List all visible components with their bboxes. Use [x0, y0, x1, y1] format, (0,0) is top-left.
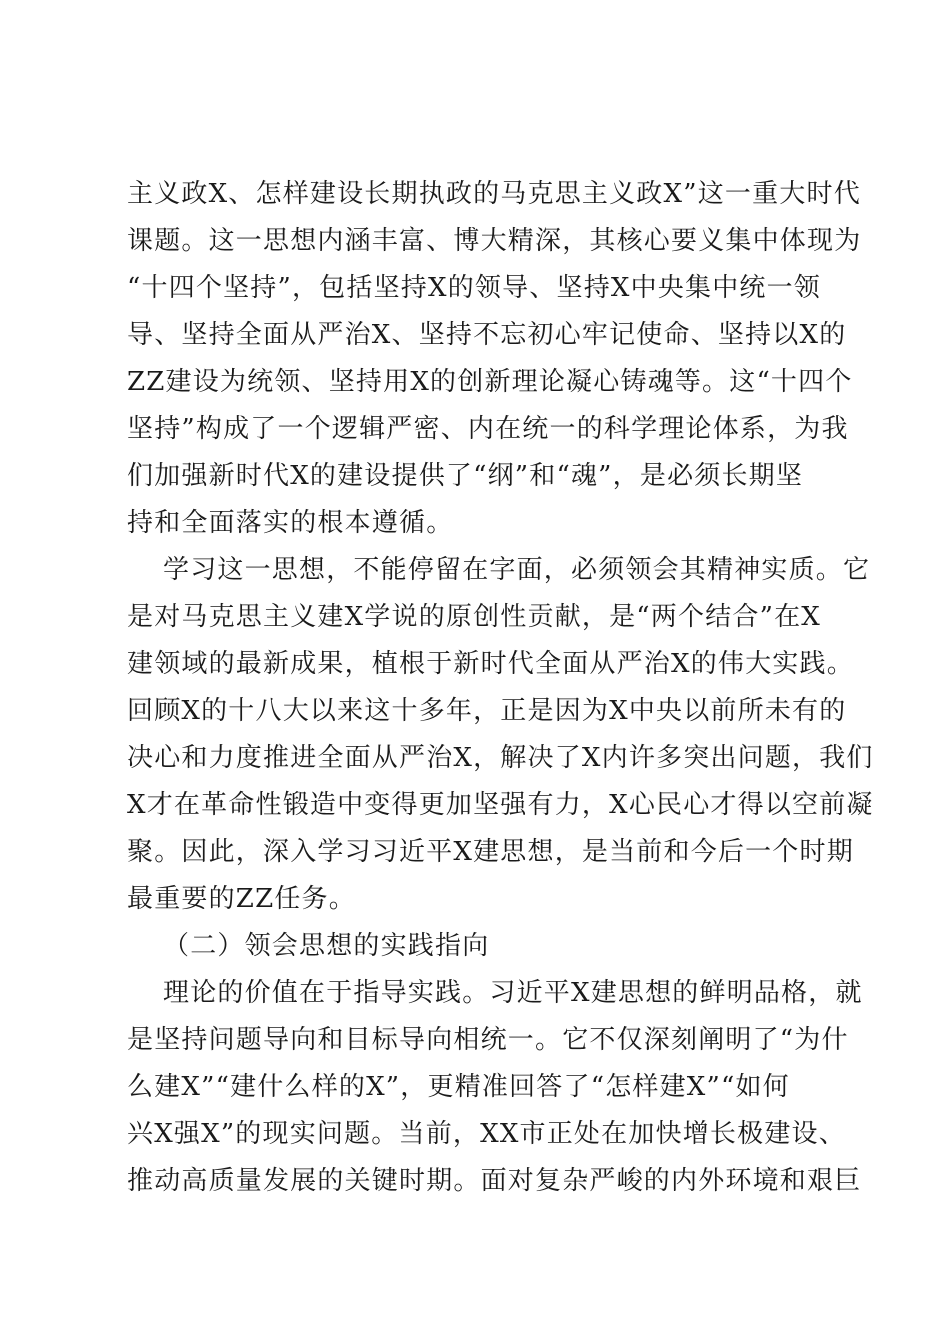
section-heading: （二）领会思想的实践指向: [163, 931, 490, 961]
paragraph-line: 么建X”“建什么样的X”，更精准回答了“怎样建X”“如何: [127, 1072, 790, 1102]
paragraph-line: “十四个坚持”，包括坚持X的领导、坚持X中央集中统一领: [127, 273, 822, 303]
paragraph-line: 回顾X的十八大以来这十多年，正是因为X中央以前所未有的: [127, 696, 847, 726]
paragraph-line: 最重要的ZZ任务。: [127, 884, 356, 914]
document-body: [127, 171, 874, 1205]
paragraph-line: 坚持”构成了一个逻辑严密、内在统一的科学理论体系，为我: [127, 414, 849, 444]
paragraph-line: 主义政X、怎样建设长期执政的马克思主义政X”这一重大时代: [127, 179, 861, 209]
paragraph-line: ZZ建设为统领、坚持用X的创新理论凝心铸魂等。这“十四个: [127, 367, 853, 397]
paragraph-line: 聚。因此，深入学习习近平X建思想，是当前和今后一个时期: [127, 837, 854, 867]
paragraph-line: 兴X强X”的现实问题。当前，XX市正处在加快增长极建设、: [127, 1119, 846, 1149]
paragraph-line: 推动高质量发展的关键时期。面对复杂严峻的内外环境和艰巨: [127, 1166, 862, 1196]
paragraph-line: 学习这一思想，不能停留在字面，必须领会其精神实质。它: [163, 555, 871, 585]
paragraph-line: 理论的价值在于指导实践。习近平X建思想的鲜明品格，就: [163, 978, 863, 1008]
paragraph-line: 持和全面落实的根本遵循。: [127, 508, 454, 538]
paragraph-line: X才在革命性锻造中变得更加坚强有力，X心民心才得以空前凝: [127, 790, 874, 820]
paragraph-line: 是对马克思主义建X学说的原创性贡献，是“两个结合”在X: [127, 602, 822, 632]
paragraph-line: 导、坚持全面从严治X、坚持不忘初心牢记使命、坚持以X的: [127, 320, 847, 350]
paragraph-line: 决心和力度推进全面从严治X，解决了X内许多突出问题，我们: [127, 743, 874, 773]
paragraph-line: 课题。这一思想内涵丰富、博大精深，其核心要义集中体现为: [127, 226, 862, 256]
paragraph-line: 是坚持问题导向和目标导向相统一。它不仅深刻阐明了“为什: [127, 1025, 849, 1055]
paragraph-line: 建领域的最新成果，植根于新时代全面从严治X的伟大实践。: [127, 649, 854, 679]
paragraph-line: 们加强新时代X的建设提供了“纲”和“魂”，是必须长期坚: [127, 461, 804, 491]
